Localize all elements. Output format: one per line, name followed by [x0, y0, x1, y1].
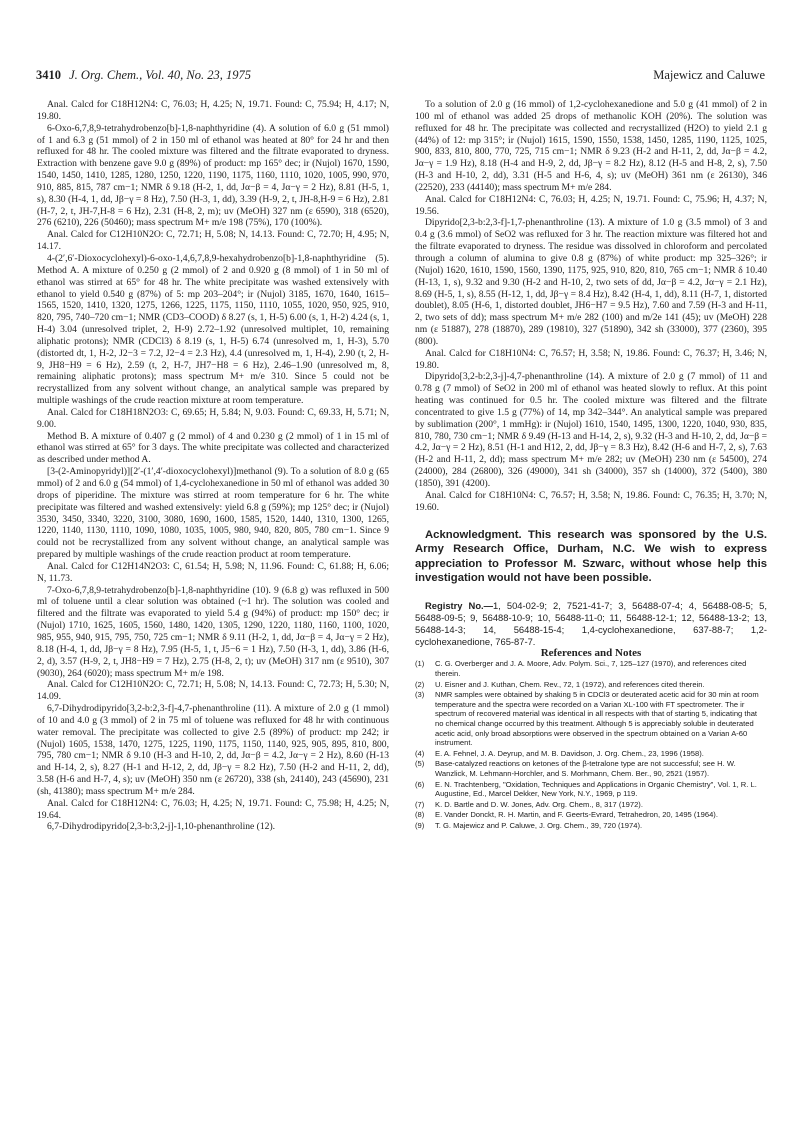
acknowledgment	[415, 528, 767, 586]
header-left	[36, 68, 251, 83]
reference-item: (8) E. Vander Donckt, R. H. Martin, and F. Geerts-Evrard, Tetrahedron, 20, 1495 (1964).	[415, 810, 718, 820]
reference-item: (1) C. G. Overberger and J. A. Moore, Adv. Polym. Sci., 7, 125–127 (1970), and references cited therein.	[415, 659, 747, 678]
paragraph: Anal. Calcd for C12H10N2O: C, 72.71; H, 5.08; N, 14.13. Found: C, 72.73; H, 5.30; N, 14.09.	[37, 679, 389, 703]
paragraph: Anal. Calcd for C18H18N2O3: C, 69.65; H, 5.84; N, 9.03. Found: C, 69.33, H, 5.71; N, 9.00.	[37, 406, 389, 430]
registry-numbers	[415, 600, 767, 648]
paragraph: [3-(2-Aminopyridyl)][2′-(1′,4′-dioxocyclohexyl)]methanol (9). To a solution of 8.0 g (65 mmol) of 2 and 6.0 g (54 mmol) of 1,4-cyclohexanedione in 50 ml of ethanol was added 30 drops of piperidine. The mixture was stirred at room temperature for 6 hr. The white precipitate was filtered and washed extensively: yield 6.8 g (59%); mp 125° dec; ir (Nujol) 3530, 3450, 3340, 3220, 3100, 3080, 1690, 1600, 1585, 1520, 1440, 1310, 1300, 1265, 1220, 1140, 1130, 1110, 1090, 1080, 1035, 1005, 980, 940, 820, 805, 780 cm−1. Since 9 could not be recrystallized from any solvent without change, an analytical sample was prepared by multiple washings of the crude reaction product at room temperature.	[37, 466, 389, 561]
paragraph: 6,7-Dihydrodipyrido[3,2-b:2,3-f]-4,7-phenanthroline (11). A mixture of 2.0 g (1 mmol) of 10 and 4.0 g (3 mmol) of 2 in 75 ml of toluene was refluxed for 48 hr with continuous water removal. The precipitate was collected to give 2.5 (89%) of product: mp 242; ir (Nujol) 1605, 1538, 1470, 1275, 1225, 1190, 1175, 1150, 1140, 925, 905, 895, 810, 800, 795, 780 cm−1; NMR δ 9.10 (H-3 and H-10, 2, dd, Jα−β = 4.2, Jα−γ = 2 Hz), 8.60 (H-13 and H-14, 2, s), 8.27 (H-1 and H-12, 2, dd, Jβ−γ = 8.2 Hz), 7.50 (H-2 and H-11, 2, dd), 3.58 (H-6 and H-7, 4, s); uv (MeOH) 350 nm (ε 26720), 338 (sh, 24140), 243 (45690), 231 (sh, 41380); mass spectrum M+ m/e 284.	[37, 703, 389, 797]
reference-item: (5) Base-catalyzed reactions on ketones of the β-tetralone type are not successful; see H. W. Wanzlick, M. Lehmann-Horchler, and S. Morhmann, Chem. Ber., 90, 2521 (1957).	[415, 759, 736, 778]
reference-item: (9) T. G. Majewicz and P. Caluwe, J. Org. Chem., 39, 720 (1974).	[415, 820, 643, 830]
right-column	[415, 99, 767, 831]
paragraph: 4-(2′,6′-Dioxocyclohexyl)-6-oxo-1,4,6,7,8,9-hexahydrobenzo[b]-1,8-naphthyridine (5). Method A. A mixture of 0.250 g (2 mmol) of 2 and 0.920 g (8 mmol) of 1 in 50 ml of ethanol was stirred at 65° for 48 hr. The white precipitate was washed extensively with ethanol to yield 0.540 g (87%) of 5: mp 203–204°; ir (Nujol) 3185, 1670, 1640, 1615–1565, 1520, 1410, 1320, 1275, 1266, 1225, 1175, 1150, 1110, 1055, 1020, 950, 925, 910, 820, 795, 740–720 cm−1; NMR (CD3–COOD) δ 8.27 (s, 1, H-5) 6.00 (s, 1, H-2) 4.24 (s, 1, H-4) 3.04 (unresolved triplet, 2, H-9) 2.72–1.92 (unresolved multiplet, 10, remaining aliphatic protons); NMR (CDCl3) δ 8.19 (s, 1, H-5) 6.74 (unresolved m, 1, H-3), 5.70 (distorted dt, 1, H-2, J2−3 = 7.2, J2−4 = 2.3 Hz), 4.4 (unresolved m, 1, H-4), 2.90 (t, 2, H-9, JH8−H9 = 6 Hz), 2.59 (t, 2, H-7, JH7−H8 = 6 Hz), 2.46–1.90 (unresolved m, 8, remaining aliphatic protons); mass spectrum M+ m/e 310. Since 5 could not be recrystallized from any solvent without change, an analytical sample was prepared by multiple washings of the crude reaction mixture at room temperature.	[37, 252, 389, 407]
journal-citation: J. Org. Chem., Vol. 40, No. 23, 1975	[69, 68, 251, 82]
acknowledgment-heading: Acknowledgment.	[425, 528, 522, 541]
page-header	[36, 68, 765, 86]
left-column	[37, 99, 389, 833]
paragraph: Anal. Calcd for C18H12N4: C, 76.03; H, 4.25; N, 19.71. Found: C, 75.98; H, 4.25; N, 19.64.	[37, 797, 389, 821]
paragraph: Anal. Calcd for C18H12N4: C, 76.03; H, 4.25; N, 19.71. Found: C, 75.96; H, 4.37; N, 19.56.	[415, 193, 767, 217]
paragraph: Anal. Calcd for C18H12N4: C, 76.03; H, 4.25; N, 19.71. Found: C, 75.94; H, 4.17; N, 19.80.	[37, 99, 389, 122]
paragraph: Method B. A mixture of 0.407 g (2 mmol) of 4 and 0.230 g (2 mmol) of 1 in 15 ml of ethanol was stirred at 65° for 3 days. The white precipitate was collected and characterized as described under method A.	[37, 430, 389, 466]
references-heading: References and Notes	[540, 646, 642, 659]
header-authors: Majewicz and Caluwe	[653, 68, 765, 82]
paragraph: Dipyrido[2,3-b:2,3-f]-1,7-phenanthroline (13). A mixture of 1.0 g (3.5 mmol) of 3 and 0.4 g (3.6 mmol) of SeO2 was refluxed for 3 hr. The reaction mixture was filtered hot and the filtrate evaporated to dryness. The residue was dissolved in chloroform and percolated through a column of alumina to give 0.8 g (87%) of white product: mp 325–326°; ir (Nujol) 1620, 1610, 1590, 1560, 1390, 1175, 925, 910, 820, 810, 765 cm−1; NMR δ 10.40 (H-13, 1, s), 9.32 and 9.30 (H-2 and H-10, 2, two sets of dd, Jα−β = 4.2, Jα−γ = 2.1 Hz), 8.69 (H-5, 1, s), 8.55 (H-12, 1, dd, Jβ−γ = 8.4 Hz), 8.42 (H-4, 1, dd), 8.11 (H-7, 1, distorted doublet), 8.05 (H-6, 1, distorted doublet, JH6−H7 = 9.5 Hz), 7.60 and 7.59 (H-3 and H-11, 2, two sets of dd); mass spectrum M+ m/e 282 (100) and m/2e 141 (45); uv (MeOH) 228 nm (ε 51887), 278 (18870), 289 (19810), 327 (51890), 342 sh (33000), 377 (2360), 395 (800).	[415, 217, 767, 347]
reference-item: (2) U. Eisner and J. Kuthan, Chem. Rev., 72, 1 (1972), and references cited therein.	[415, 679, 705, 689]
paragraph: 7-Oxo-6,7,8,9-tetrahydrobenzo[b]-1,8-naphthyridine (10). 9 (6.8 g) was refluxed in 500 ml of toluene until a clear solution was obtained (~1 hr). The solution was cooled and filtered and the filtrate was evaporated to yield 5.4 g (94%) of product: mp 150° dec; ir (Nujol) 1710, 1625, 1605, 1560, 1480, 1420, 1305, 1290, 1220, 1180, 1160, 1100, 1020, 985, 955, 940, 915, 795, 750, 725 cm−1; NMR δ 9.11 (H-2, 1, dd, Jα−β = 4, Jα−γ = 2 Hz), 8.18 (H-4, 1, dd, Jβ−γ = 8 Hz), 7.95 (H-5, 1, t, J5−6 = 1 Hz), 7.50 (H-3, 1, dd), 3.86 (H-6, 2, d), 3.57 (H-9, 2, t, JH8−H9 = 7 Hz), 2.75 (H-8, 2, t); uv (MeOH) 317 nm (ε 9510), 307 (9030), 264 (6020); mass spectrum M+ m/e 198.	[37, 584, 389, 679]
paragraph: Anal. Calcd for C12H14N2O3: C, 61.54; H, 5.98; N, 11.96. Found: C, 61.88; H, 6.06; N, 11.73.	[37, 560, 389, 584]
paragraph: Anal. Calcd for C18H10N4: C, 76.57; H, 3.58; N, 19.86. Found: C, 76.35; H, 3.70; N, 19.60.	[415, 489, 767, 513]
reference-item: (4) E. A. Fehnel, J. A. Deyrup, and M. B. Davidson, J. Org. Chem., 23, 1996 (1958).	[415, 748, 704, 758]
paragraph: 6-Oxo-6,7,8,9-tetrahydrobenzo[b]-1,8-naphthyridine (4). A solution of 6.0 g (51 mmol) of 1 and 6.3 g (51 mmol) of 2 in 150 ml of ethanol was heated at 80° for 24 hr and then refluxed for 48 hr. The cooled mixture was filtered and the filtrate evaporated to dryness. Extraction with benzene gave 9.0 g (89%) of product: mp 165° dec; ir (Nujol) 1670, 1590, 1540, 1450, 1410, 1285, 1280, 1250, 1220, 1190, 1175, 1160, 1110, 1020, 1005, 990, 970, 910, 885, 815, 787 cm−1; NMR δ 9.18 (H-2, 1, dd, Jα−β = 4, Jα−γ = 2 Hz), 8.81 (H-5, 1, s), 8.30 (H-4, 1, dd, Jβ−γ = 8 Hz), 7.50 (H-3, 1, dd), 3.39 (H-9, 2, t, JH-8,H-9 = 6 Hz), 2.81 (H-7, 2, t, JH-7,H-8 = 6 Hz), 2.31 (H-8, 2, m); uv (MeOH) 327 nm (ε 6590), 318 (6520), 276 (6210), 226 (50460); mass spectrum M+ m/e 198 (75%), 170 (100%).	[37, 122, 389, 229]
paragraph: Anal. Calcd for C18H10N4: C, 76.57; H, 3.58; N, 19.86. Found: C, 76.37; H, 3.46; N, 19.80.	[415, 347, 767, 371]
paragraph: Dipyrido[3,2-b:2,3-j]-4,7-phenanthroline (14). A mixture of 2.0 g (7 mmol) of 11 and 0.78 g (7 mmol) of SeO2 in 200 ml of ethanol was heated slowly to reflux. At this point heating was continued for 0.5 hr. The cooled mixture was filtered and the filtrate concentrated to give 1.5 g (77%) of 14, mp 342–344°. An analytical sample was prepared by sublimation (200°, 1 mmHg): ir (Nujol) 1610, 1540, 1495, 1300, 1220, 1040, 930, 835, 810, 780, 730 cm−1; NMR δ 9.49 (H-13 and H-14, 2, s), 9.32 (H-3 and H-10, 2, dd, Jα−β = 4.2, Jα−γ = 2 Hz), 8.51 (H-1 and H12, 2, dd, Jβ−γ = 8.3 Hz), 8.42 (H-6 and H-7, 2, s), 7.63 (H-2 and H-11, 2, dd); mass spectrum M+ m/e 282; uv (MeOH) 230 nm (ε 54500), 274 (24000), 284 (26800), 326 (49000), 341 sh (34000), 357 sh (14000), 372 (5400), 380 (1850), 391 (4200).	[415, 371, 767, 489]
paragraph: Anal. Calcd for C12H10N2O: C, 72.71; H, 5.08; N, 14.13. Found: C, 72.70; H, 4.95; N, 14.17.	[37, 229, 389, 253]
registry-text: 1, 504-02-9; 2, 7521-41-7; 3, 56488-07-4; 4, 56488-08-5; 5, 56488-09-5; 9, 56488-10-9; 10, 56488-11-0; 11, 56488-12-1; 12, 56488-13-2; 13, 56488-14-3; 14, 56488-15-4; 1,4-cyclohexanedione, 637-88-7; 1,2-cyclohexanedione, 765-87-7.	[415, 599, 767, 647]
references-list	[415, 659, 767, 830]
page-number: 3410	[36, 68, 61, 82]
registry-heading: Registry No.—	[425, 599, 494, 611]
reference-item: (6) E. N. Trachtenberg, "Oxidation, Techniques and Applications in Organic Chemistry", Vol. 1, R. L. Augustine, Ed., Marcel Dekker, New York, N.Y., 1969, p 119.	[415, 779, 757, 799]
reference-item: (7) K. D. Bartle and D. W. Jones, Adv. Org. Chem., 8, 317 (1972).	[415, 799, 643, 809]
paragraph: 6,7-Dihydrodipyrido[2,3-b:3,2-j]-1,10-phenanthroline (12).	[47, 821, 276, 833]
acknowledgment-text: This research was sponsored by the U.S. Army Research Office, Durham, N.C. We wish to express appreciation to Professor M. Szwarc, without whose help this investigation would not have been possible.	[415, 528, 767, 585]
paragraph: To a solution of 2.0 g (16 mmol) of 1,2-cyclohexanedione and 5.0 g (41 mmol) of 2 in 100 ml of ethanol was added 25 drops of methanolic KOH (20%). The solution was refluxed for 48 hr. The precipitate was collected and recrystallized (H2O) to yield 2.1 g (44%) of 12: mp 315°; ir (Nujol) 1615, 1590, 1550, 1538, 1450, 1285, 1190, 1125, 1025, 900, 833, 810, 800, 770, 725, 715 cm−1; NMR δ 9.23 (H-2 and H-11, 2, dd, Jα−β = 4.2, Jα−γ = 1.9 Hz), 8.18 (H-4 and H-9, 2, dd, Jβ−γ = 8.2 Hz), 8.12 (H-5 and H-8, 2, s), 7.50 (H-3 and H-10, 2, dd), 3.31 (H-5 and H-6, 4, s); uv (MeOH) 361 nm (ε 26130), 346 (22520), 233 (44140); mass spectrum M+ m/e 284.	[415, 99, 767, 193]
reference-item: (3) NMR samples were obtained by shaking 5 in CDCl3 or deuterated acetic acid for 30 min at room temperature and the spectra were recorded on a Varian XL-100 with FT spectrometer. The ir spectrum of recovered material was identical in all respects with that of starting 5, indicating that no chemical change occurred by this treatment. Although 5 is appreciably soluble in deuterated acetic acid, only broad absorptions were observed in the spectrum obtained on a Varian A-60 instrument.	[415, 690, 759, 748]
